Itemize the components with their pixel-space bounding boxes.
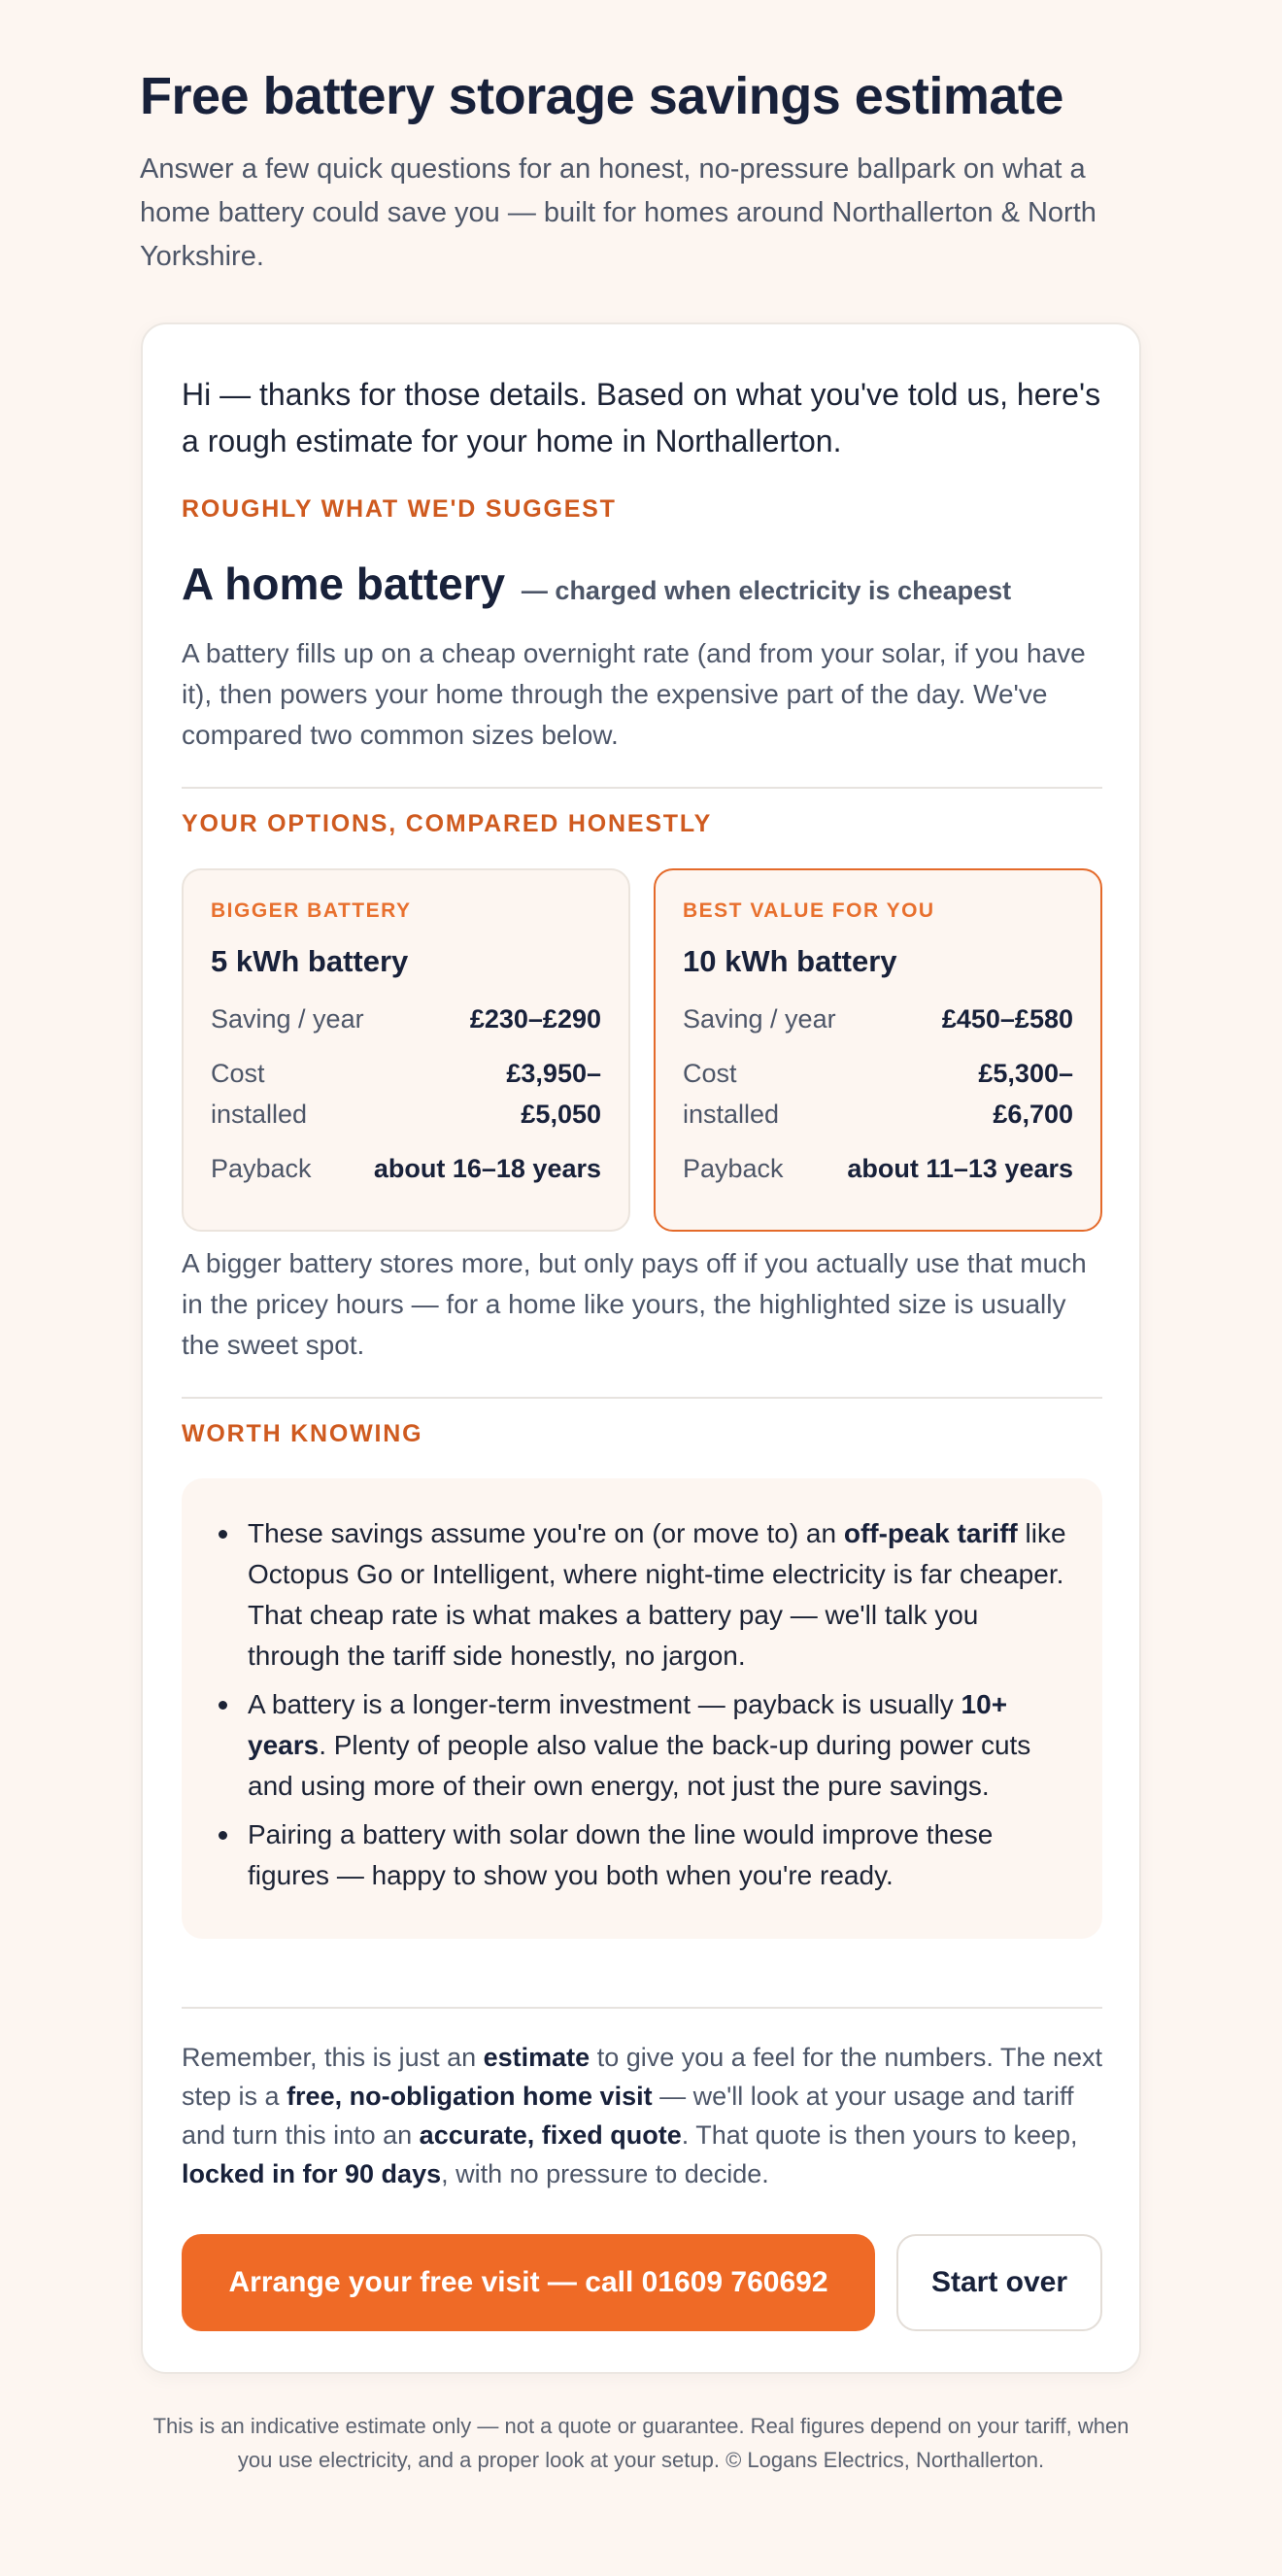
option-row-cost: [211, 1053, 601, 1135]
option-name: 5 kWh battery: [211, 944, 409, 978]
option-tag: BEST VALUE FOR YOU: [683, 899, 935, 922]
option-row-payback: [211, 1148, 601, 1189]
saving-label: Saving / year: [211, 1004, 364, 1034]
closing-text: [182, 2038, 1102, 2193]
option-card-10kwh[interactable]: [654, 868, 1102, 1232]
closing-part: Remember, this is just an: [182, 2043, 484, 2072]
options-note: A bigger battery stores more, but only pays off if you actually use that much in the pricey hours — for a home like yours, the highlighted size is usually the sweet spot.: [182, 1248, 1087, 1360]
list-item: [217, 1513, 1067, 1677]
suggest-label: ROUGHLY WHAT WE'D SUGGEST: [182, 495, 617, 523]
worth-label: WORTH KNOWING: [182, 1420, 423, 1447]
list-text: like Octopus Go or Intelligent, where night-time electricity is far cheaper. That cheap rate is what makes a battery pay — we'll talk you through the tariff side honestly, no jargon.: [248, 1518, 1066, 1671]
options-label: YOUR OPTIONS, COMPARED HONESTLY: [182, 810, 713, 837]
saving-label: Saving / year: [683, 1004, 836, 1034]
cost-value: £3,950–£5,050: [506, 1059, 601, 1129]
closing-bold: free, no-obligation home visit: [287, 2082, 653, 2111]
payback-label: Payback: [211, 1154, 312, 1183]
arrange-visit-button[interactable]: Arrange your free visit — call 01609 760692: [182, 2234, 875, 2331]
option-tag: BIGGER BATTERY: [211, 899, 412, 922]
list-item: [217, 1814, 1067, 1896]
closing-bold: accurate, fixed quote: [419, 2120, 682, 2150]
cost-value: £5,300–£6,700: [978, 1059, 1073, 1129]
start-over-button[interactable]: Start over: [896, 2234, 1102, 2331]
payback-value: about 16–18 years: [373, 1154, 601, 1183]
option-row-payback: [683, 1148, 1073, 1189]
closing-bold: estimate: [483, 2043, 590, 2072]
page-title: Free battery storage savings estimate: [140, 67, 1063, 125]
cost-label: Cost installed: [211, 1059, 308, 1129]
list-text: These savings assume you're on (or move to) an: [248, 1518, 844, 1548]
greeting: Hi — thanks for those details. Based on what you've told us, here's a rough estimate for your home in Northallerton.: [182, 377, 1101, 458]
payback-value: about 11–13 years: [847, 1154, 1073, 1183]
list-bold: off-peak tariff: [843, 1518, 1018, 1548]
worth-list: [217, 1513, 1067, 1896]
estimate-card: [141, 322, 1141, 2374]
closing-part: — we'll look at your usage and tariff and turn this into an: [182, 2082, 1074, 2150]
option-row-saving: [211, 999, 601, 1039]
recommendation-sub: — charged when electricity is cheapest: [521, 576, 1012, 605]
list-text: . Plenty of people also value the back-up during power cuts and using more of their own energy, not just the pure savings.: [248, 1730, 1031, 1801]
list-text: Pairing a battery with solar down the line would improve these figures — happy to show you both when you're ready.: [248, 1819, 994, 1890]
saving-value: £230–£290: [469, 1004, 601, 1034]
closing-part: . That quote is then yours to keep,: [681, 2120, 1078, 2150]
recommendation-name: A home battery: [182, 559, 506, 609]
divider: [182, 1397, 1102, 1399]
divider: [182, 787, 1102, 789]
footer-disclaimer: This is an indicative estimate only — not a quote or guarantee. Real figures depend on your tariff, when you use electricity, and a proper look at your setup. © Logans Electrics, Northallerton.: [152, 2414, 1130, 2472]
list-item: [217, 1684, 1067, 1807]
recommendation-title: [182, 558, 1102, 610]
closing-part: to give you a feel for the numbers. The next step is a: [182, 2043, 1102, 2111]
option-row-saving: [683, 999, 1073, 1039]
list-text: A battery is a longer-term investment — payback is usually: [248, 1689, 962, 1719]
recommendation-text: A battery fills up on a cheap overnight rate (and from your solar, if you have it), then powers your home through the expensive part of the day. We've compared two common sizes below.: [182, 638, 1086, 750]
closing-bold: locked in for 90 days: [182, 2159, 442, 2188]
worth-knowing-box: [182, 1478, 1102, 1939]
payback-label: Payback: [683, 1154, 784, 1183]
option-card-5kwh[interactable]: [182, 868, 630, 1232]
list-bold: 10+ years: [248, 1689, 1008, 1760]
page-intro: Answer a few quick questions for an honest, no-pressure ballpark on what a home battery could save you — built for homes around Northallerton & North Yorkshire.: [140, 153, 1096, 272]
saving-value: £450–£580: [941, 1004, 1073, 1034]
cost-label: Cost installed: [683, 1059, 780, 1129]
option-name: 10 kWh battery: [683, 944, 897, 978]
option-row-cost: [683, 1053, 1073, 1135]
divider: [182, 2007, 1102, 2009]
closing-part: , with no pressure to decide.: [441, 2159, 769, 2188]
